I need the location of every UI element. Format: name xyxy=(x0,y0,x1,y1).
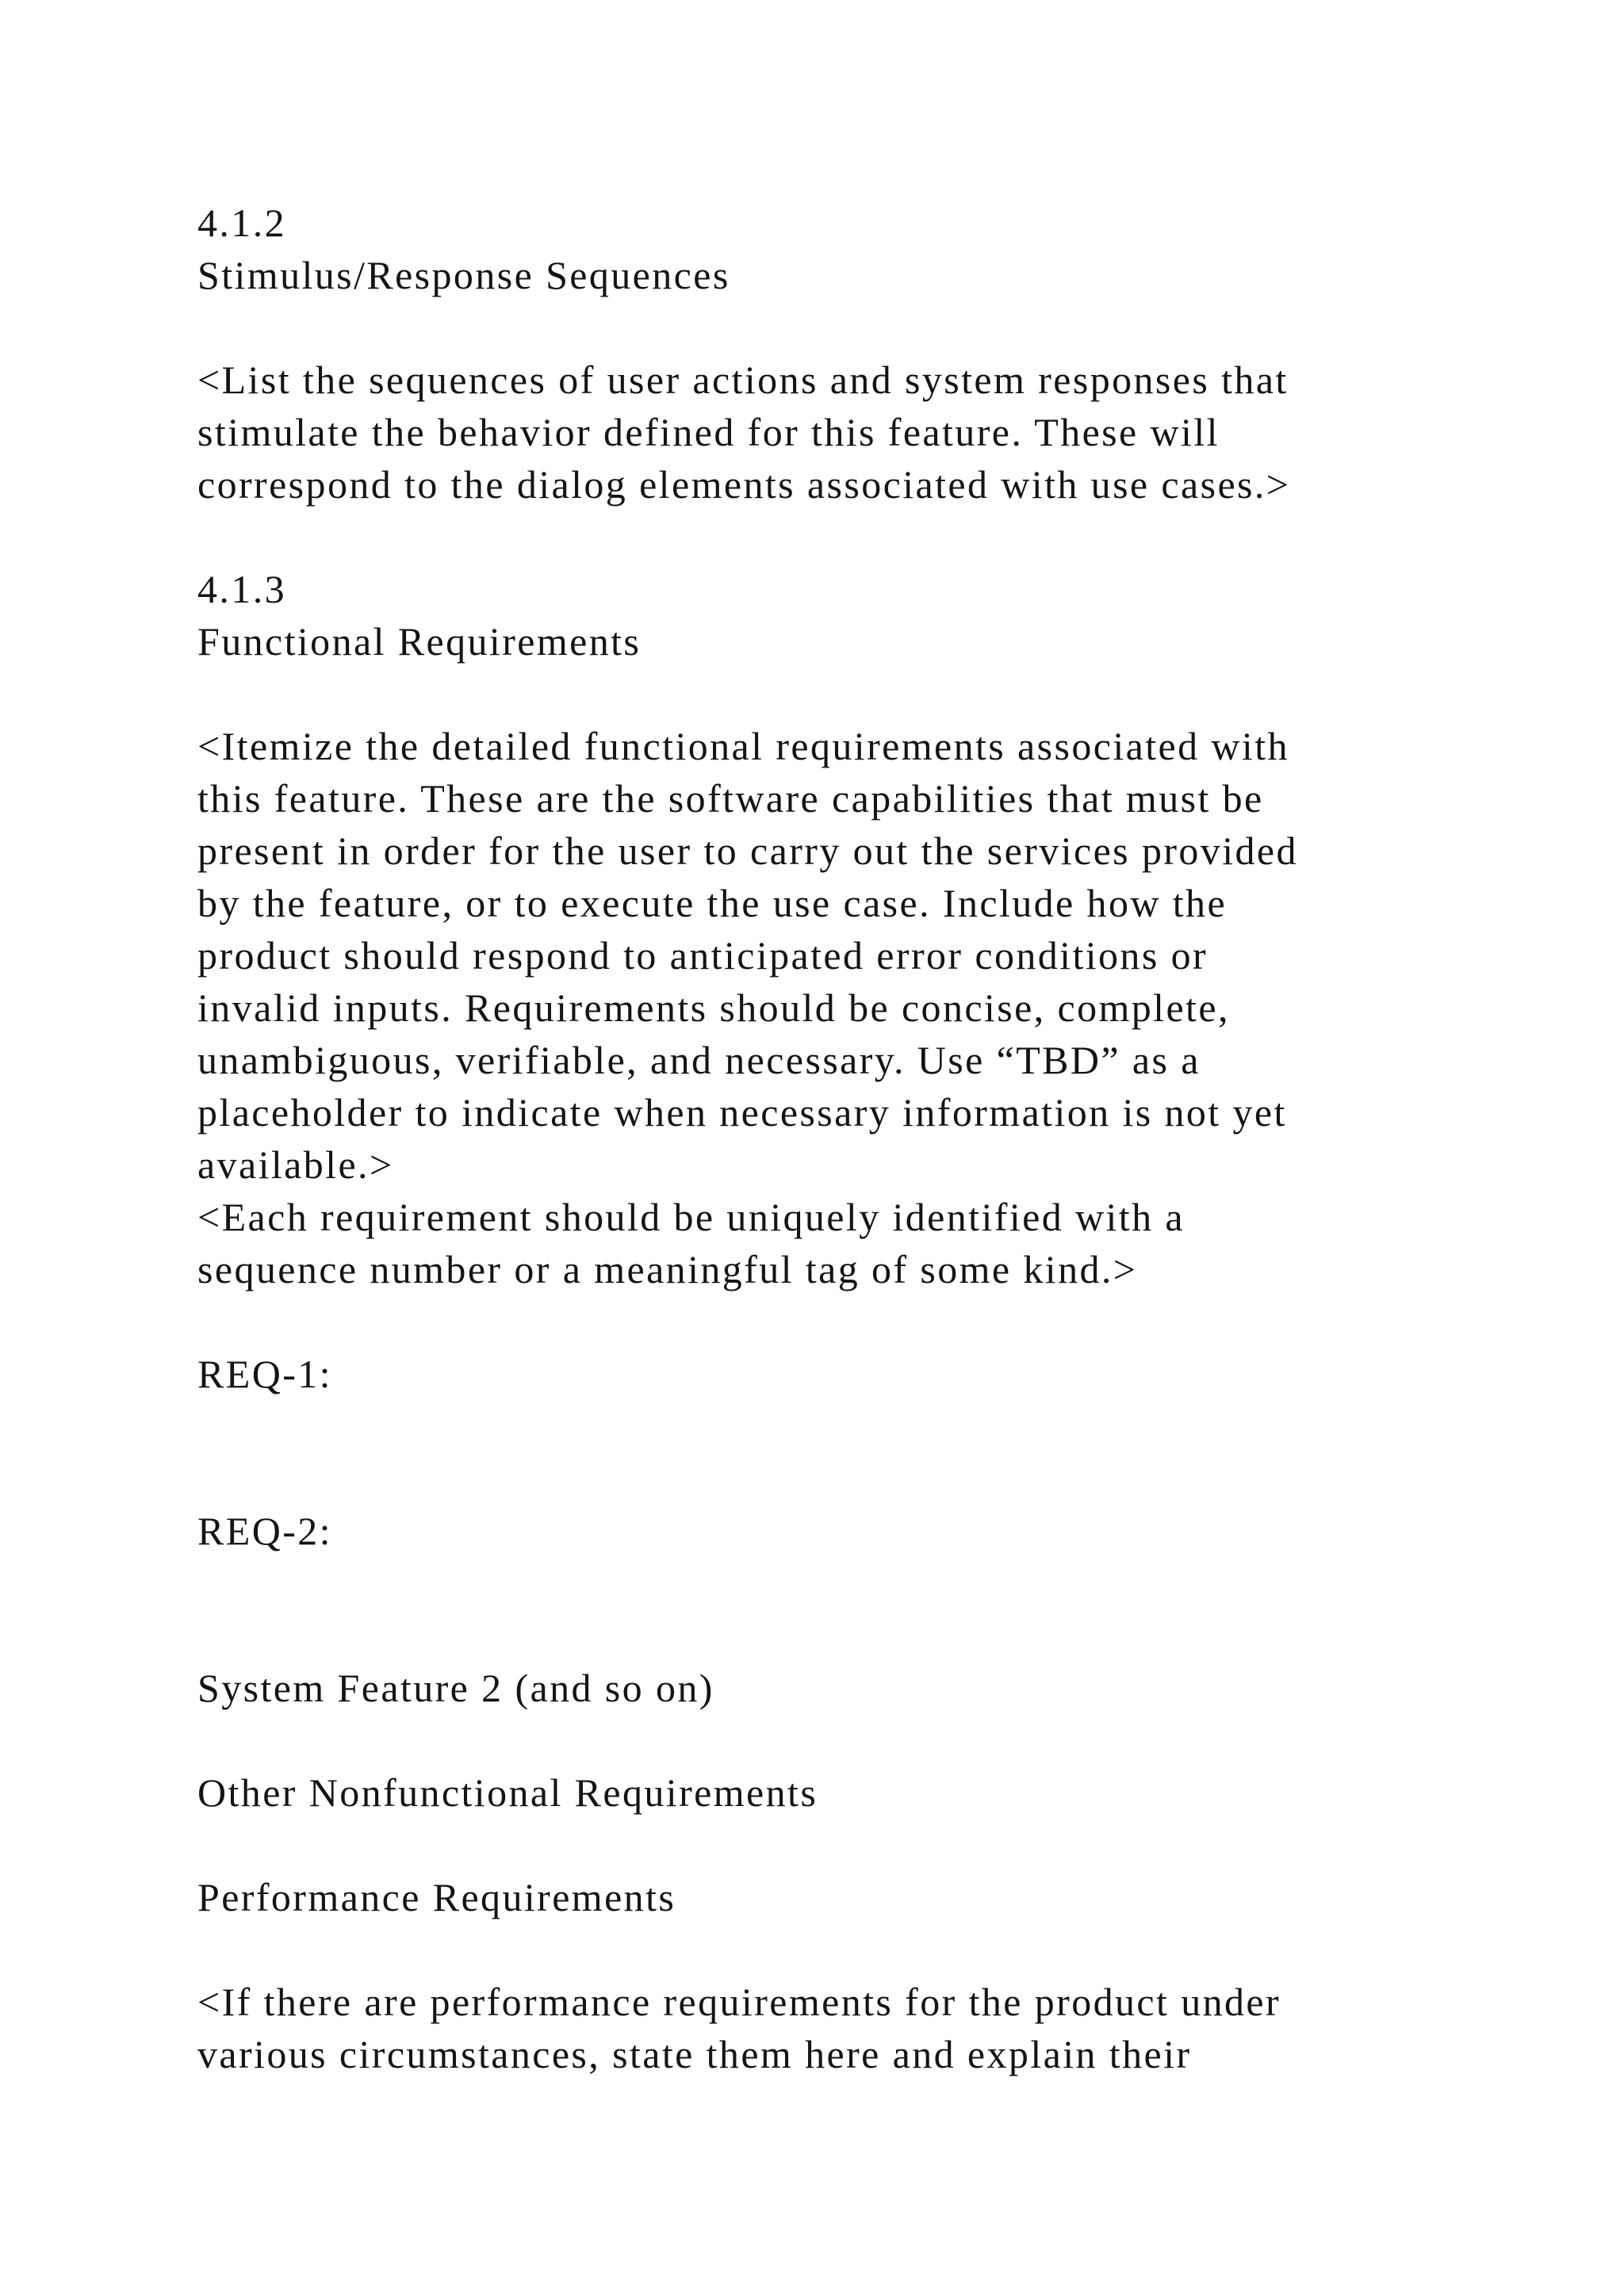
paragraph-line: product should respond to anticipated error conditions or xyxy=(197,933,1208,978)
paragraph-line: this feature. These are the software capabilities that must be xyxy=(197,776,1264,821)
paragraph-line: <Each requirement should be uniquely identified with a xyxy=(197,1195,1185,1239)
heading-performance: Performance Requirements xyxy=(197,1875,676,1919)
paragraph-line: stimulate the behavior defined for this feature. These will xyxy=(197,410,1220,454)
paragraph-line: present in order for the user to carry out the services provided xyxy=(197,828,1298,873)
paragraph-line: <List the sequences of user actions and system responses that xyxy=(197,358,1289,402)
paragraph-line: sequence number or a meaningful tag of some kind.> xyxy=(197,1247,1138,1292)
paragraph-line: <If there are performance requirements for the product under xyxy=(197,1980,1281,2024)
heading-other-nonfunctional: Other Nonfunctional Requirements xyxy=(197,1770,818,1815)
paragraph-line: available.> xyxy=(197,1142,394,1187)
paragraph-line: various circumstances, state them here and explain their xyxy=(197,2032,1192,2076)
paragraph-line: placeholder to indicate when necessary information is not yet xyxy=(197,1090,1287,1135)
section-title-stimulus-response: Stimulus/Response Sequences xyxy=(197,253,730,297)
requirement-label-1: REQ-1: xyxy=(197,1352,332,1396)
section-title-functional-requirements: Functional Requirements xyxy=(197,619,642,664)
section-number-4-1-2: 4.1.2 xyxy=(197,201,286,245)
paragraph-line: <Itemize the detailed functional requirements associated with xyxy=(197,724,1289,768)
section-number-4-1-3: 4.1.3 xyxy=(197,567,286,611)
paragraph-line: invalid inputs. Requirements should be concise, complete, xyxy=(197,985,1230,1030)
paragraph-line: unambiguous, verifiable, and necessary. Use “TBD” as a xyxy=(197,1038,1201,1082)
requirement-label-2: REQ-2: xyxy=(197,1509,332,1553)
paragraph-line: by the feature, or to execute the use case. Include how the xyxy=(197,881,1228,925)
paragraph-line: correspond to the dialog elements associated with use cases.> xyxy=(197,462,1291,507)
heading-system-feature-2: System Feature 2 (and so on) xyxy=(197,1666,714,1710)
